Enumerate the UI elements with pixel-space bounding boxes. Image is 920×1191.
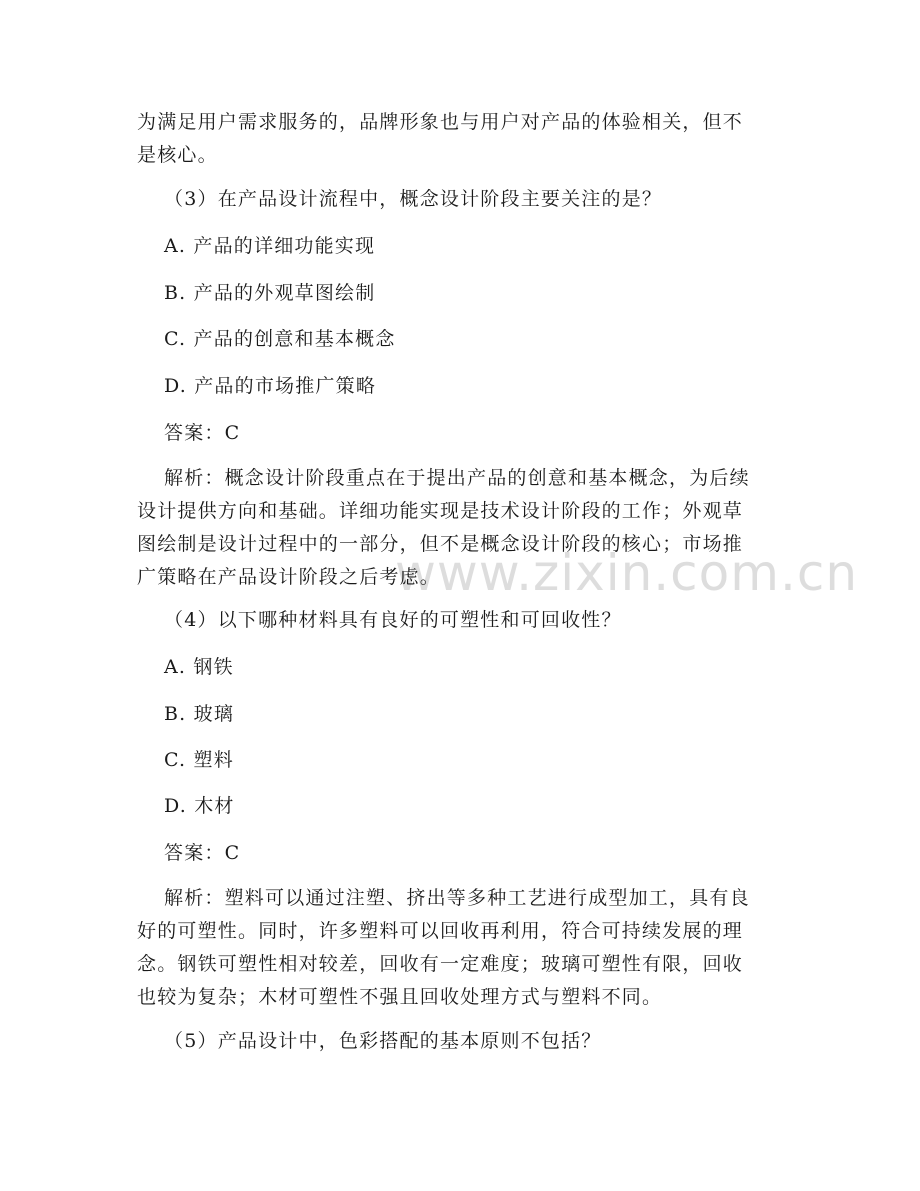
question-3-explanation-line: 设计提供方向和基础。详细功能实现是技术设计阶段的工作；外观草 (137, 500, 744, 522)
question-4-explanation-line: 解析：塑料可以通过注塑、挤出等多种工艺进行成型加工，具有良 (164, 887, 750, 909)
question-3-answer: 答案：C (164, 422, 241, 444)
question-4-option-c: C. 塑料 (164, 749, 234, 771)
question-4-option-a: A. 钢铁 (164, 656, 234, 678)
question-4-option-b: B. 玻璃 (164, 703, 235, 725)
paragraph-line: 是核心。 (137, 144, 218, 166)
question-3-explanation-line: 图绘制是设计过程中的一部分，但不是概念设计阶段的核心；市场推 (137, 533, 744, 555)
question-3-explanation-line: 广策略在产品设计阶段之后考虑。 (137, 566, 441, 588)
watermark-text: www.zixin.com.cn (395, 544, 859, 602)
question-4-explanation-line: 念。钢铁可塑性相对较差，回收有一定难度；玻璃可塑性有限，回收 (137, 953, 744, 975)
question-3-option-b: B. 产品的外观草图绘制 (164, 282, 376, 304)
question-3-explanation-line: 解析：概念设计阶段重点在于提出产品的创意和基本概念，为后续 (164, 467, 750, 489)
question-3-option-d: D. 产品的市场推广策略 (164, 375, 377, 397)
question-4-text: （4）以下哪种材料具有良好的可塑性和可回收性？ (164, 609, 622, 631)
question-4-explanation-line: 好的可塑性。同时，许多塑料可以回收再利用，符合可持续发展的理 (137, 920, 744, 942)
question-3-text: （3）在产品设计流程中，概念设计阶段主要关注的是？ (164, 188, 663, 210)
question-4-answer: 答案：C (164, 842, 241, 864)
paragraph-line: 为满足用户需求服务的，品牌形象也与用户对产品的体验相关，但不 (137, 111, 744, 133)
question-4-option-d: D. 木材 (164, 795, 235, 817)
question-3-option-c: C. 产品的创意和基本概念 (164, 328, 396, 350)
question-5-text: （5）产品设计中，色彩搭配的基本原则不包括？ (164, 1030, 602, 1052)
question-3-option-a: A. 产品的详细功能实现 (164, 235, 376, 257)
question-4-explanation-line: 也较为复杂；木材可塑性不强且回收处理方式与塑料不同。 (137, 986, 663, 1008)
